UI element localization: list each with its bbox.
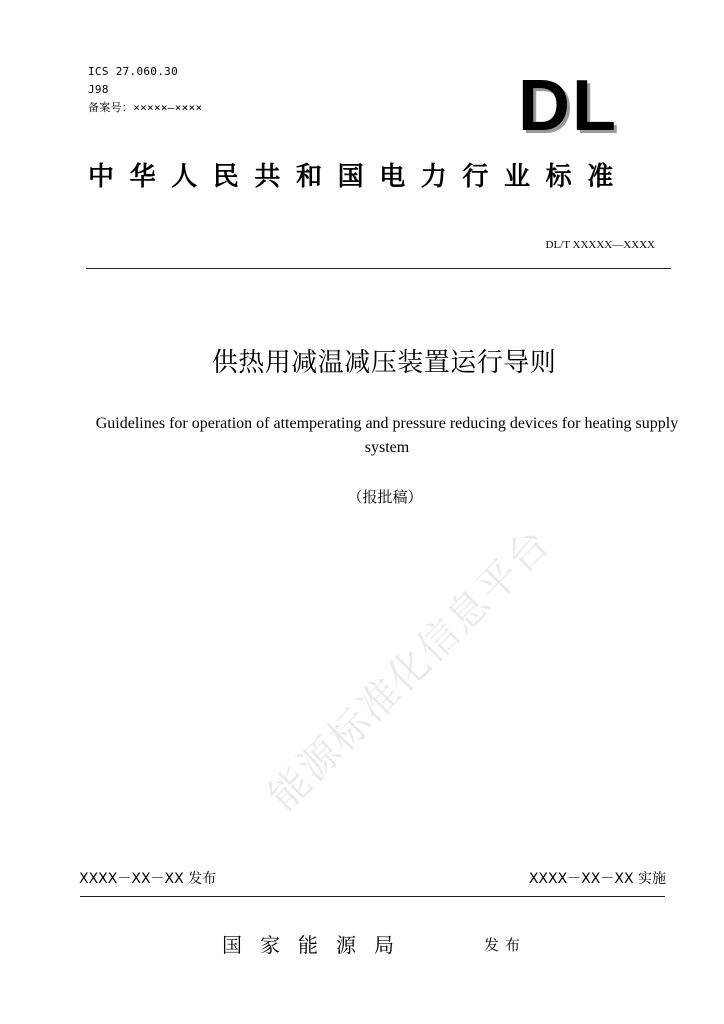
record-number: 备案号：×××××—×××× [88, 101, 203, 114]
ics-code: ICS 27.060.30 [88, 65, 178, 78]
dl-logo: DL [518, 66, 618, 146]
document-title-en: Guidelines for operation of attemperating and pressure reducing devices for heating supply system [95, 415, 679, 456]
standard-category-title: 中华人民共和国电力行业标准 [88, 162, 629, 192]
ccs-code: J98 [88, 83, 109, 96]
standard-code: DL/T XXXXX—XXXX [545, 239, 655, 251]
watermark: 能源标准化信息平台 [260, 520, 560, 820]
draft-status: （报批稿） [347, 490, 423, 506]
bottom-divider [80, 896, 665, 897]
implement-date: XXXX－XX－XX 实施 [528, 871, 666, 887]
issuing-authority: 国家能源局 [222, 933, 412, 957]
publish-date: XXXX－XX－XX 发布 [79, 871, 217, 887]
top-divider [86, 268, 671, 269]
document-title-cn: 供热用减温减压装置运行导则 [211, 348, 557, 378]
issue-label: 发布 [484, 936, 527, 954]
